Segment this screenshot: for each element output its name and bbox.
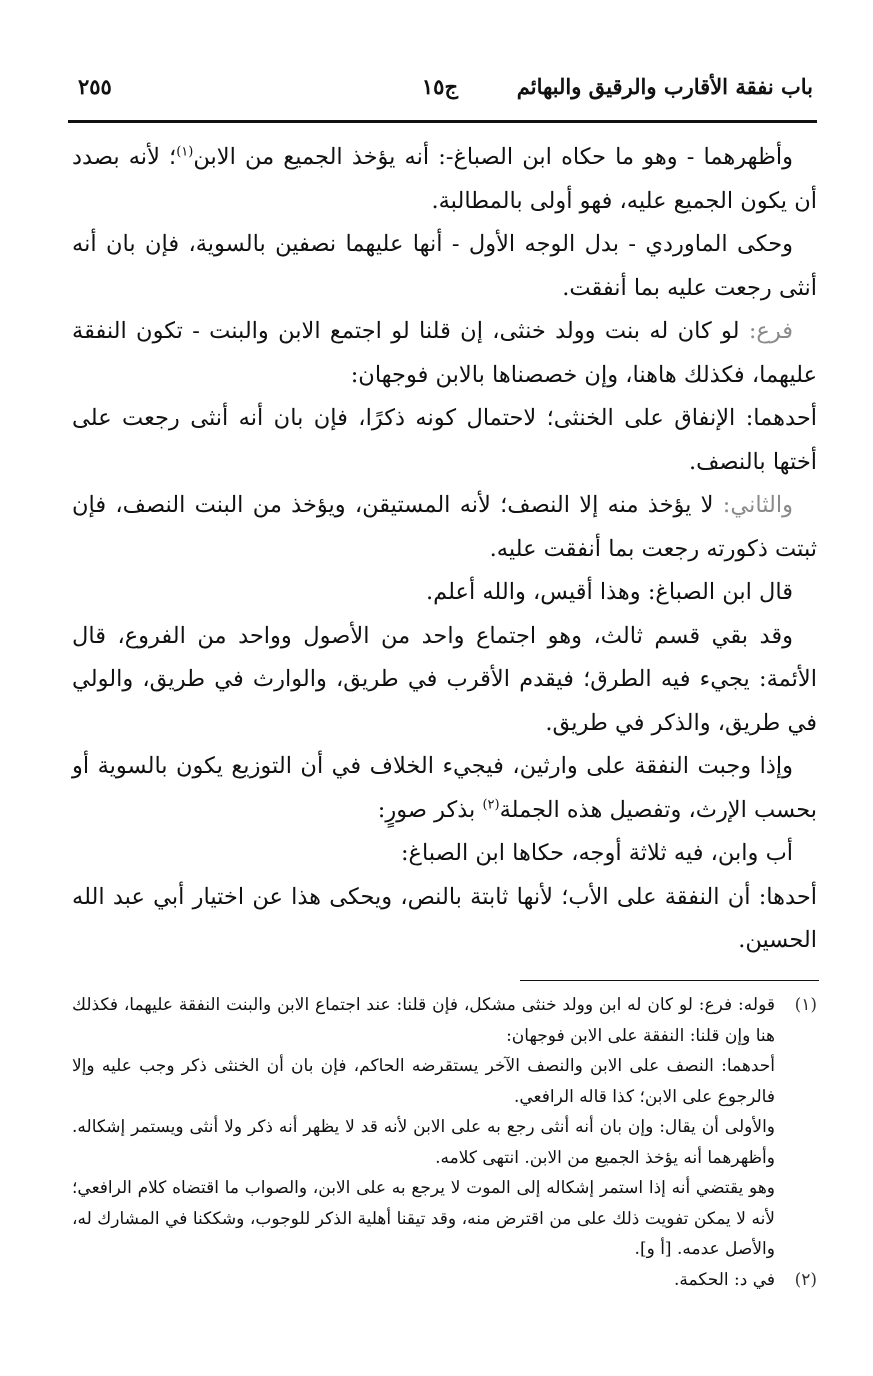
footnote-paragraph: والأولى أن يقال: وإن بان أنه أنثى رجع به على الابن لأنه قد لا يظهر أنه ذكر ولا أنثى ويستمر إشكاله. وأظهرهما أنه يؤخذ الجميع من الابن. انتهى كلامه. [72, 1117, 775, 1168]
header-rule [68, 120, 817, 123]
footnote-paragraph: وهو يقتضي أنه إذا استمر إشكاله إلى الموت لا يرجع به على الابن، والصواب ما اقتضاه كلام الرافعي؛ لأنه لا يمكن تفويت ذلك على من اقترض منه، وقد تيقنا أهلية الذكر للوجوب، وشككنا في المشارك له، والأصل عدمه. [أ و]. [72, 1178, 775, 1259]
footnote-number: (١) [794, 995, 817, 1015]
paragraph: أحدهما: الإنفاق على الخنثى؛ لاحتمال كونه ذكرًا، فإن بان أنه أنثى رجعت على أختها بالنصف. [72, 405, 817, 475]
paragraph-lead: فرع: [748, 318, 793, 344]
chapter-title: باب نفقة الأقارب والرقيق والبهائم [516, 74, 813, 99]
footnote-paragraph: في د: الحكمة. [673, 1269, 775, 1290]
paragraph: قال ابن الصباغ: وهذا أقيس، والله أعلم. [425, 579, 793, 605]
main-text [72, 136, 817, 963]
footnote [72, 1265, 817, 1296]
page-number: ٢٥٥ [78, 74, 112, 99]
footnote-ref: (٢) [482, 797, 500, 812]
volume-number: ج١٥ [421, 74, 458, 99]
paragraph: والثاني: لا يؤخذ منه إلا النصف؛ لأنه المستيقن، ويؤخذ من البنت النصف، فإن ثبتت ذكورته رجعت بما أنفقت عليه. [72, 492, 817, 562]
paragraph: أحدها: أن النفقة على الأب؛ لأنها ثابتة بالنص، ويحكى هذا عن اختيار أبي عبد الله الحسين. [72, 883, 817, 953]
footnotes [72, 990, 817, 1295]
paragraph: فرع: لو كان له بنت وولد خنثى، إن قلنا لو اجتمع الابن والبنت - تكون النفقة عليهما، فكذلك هاهنا، وإن خصصناها بالابن فوجهان: [72, 318, 817, 388]
paragraph: أب وابن، فيه ثلاثة أوجه، حكاها ابن الصباغ: [400, 840, 793, 866]
paragraph: وقد بقي قسم ثالث، وهو اجتماع واحد من الأصول وواحد من الفروع، قال الأئمة: يجيء فيه الطرق؛ فيقدم الأقرب في طريق، والوارث في طريق، والولي في طريق، والذكر في طريق. [72, 622, 817, 736]
paragraph: وأظهرهما - وهو ما حكاه ابن الصباغ-: أنه يؤخذ الجميع من الابن$^{(١)}$؛ لأنه بصدد أن يكون الجميع عليه، فهو أولى بالمطالبة. [72, 144, 817, 214]
footnote-ref: (١) [176, 144, 194, 160]
footnote-number: (٢) [794, 1269, 817, 1290]
paragraph: وإذا وجبت النفقة على وارثين، فيجيء الخلاف في أن التوزيع يكون بالسوية أو بحسب الإرث، وتفصيل هذه الجملة$^{(٢)}$ بذكر صورٍ: [72, 753, 817, 823]
running-header [70, 74, 813, 110]
paragraph: وحكى الماوردي - بدل الوجه الأول - أنها عليهما نصفين بالسوية، فإن بان أنه أنثى رجعت عليه بما أنفقت. [72, 231, 817, 301]
footnote-separator [520, 980, 819, 981]
footnote-paragraph: قوله: فرع: لو كان له ابن وولد خنثى مشكل، فإن قلنا: عند اجتماع الابن والبنت النفقة عليهما، فكذلك هنا وإن قلنا: النفقة على الابن فوجهان: [72, 995, 775, 1046]
paragraph-lead: والثاني: [722, 492, 793, 518]
footnote [72, 990, 817, 1265]
footnote-paragraph: أحدهما: النصف على الابن والنصف الآخر يستقرضه الحاكم، فإن بان أن الخنثى ذكر وجب عليه وإلا فالرجوع على الابن؛ كذا قاله الرافعي. [72, 1056, 775, 1107]
